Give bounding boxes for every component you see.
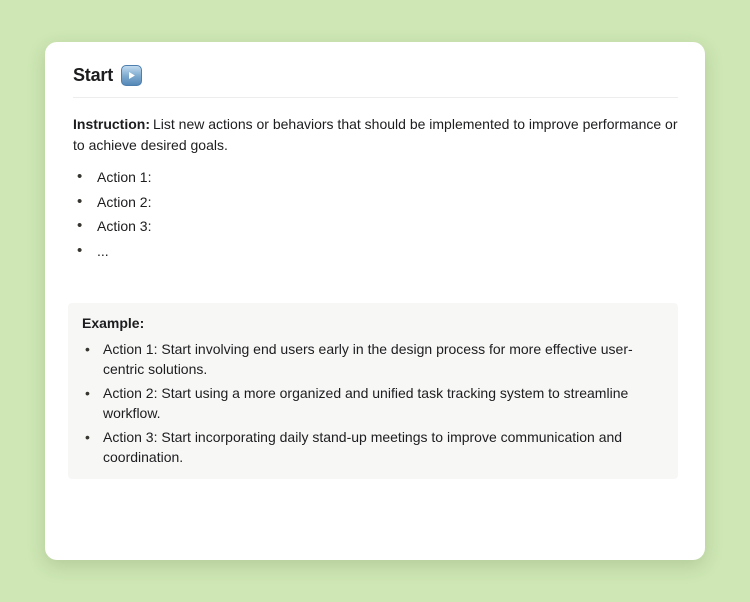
title-divider: [73, 97, 678, 98]
list-item: • Action 1:: [73, 165, 678, 190]
instruction-label: Instruction:: [73, 116, 150, 132]
list-item: • Action 3: Start incorporating daily stand-up meetings to improve communication and coordination.: [82, 428, 664, 467]
list-item: • Action 1: Start involving end users early in the design process for more effective user-centric solutions.: [82, 340, 664, 379]
list-item: • Action 3:: [73, 214, 678, 239]
list-item: • ...: [73, 239, 678, 264]
example-callout: [68, 303, 678, 479]
example-label: Example:: [82, 315, 145, 331]
page-title: Start: [73, 65, 114, 85]
instruction-paragraph: [73, 114, 678, 156]
document-card: [45, 42, 705, 560]
instruction-text: List new actions or behaviors that should be implemented to improve performance or to achieve desired goals.: [73, 116, 678, 153]
example-list: [82, 340, 664, 467]
list-item: • Action 2:: [73, 190, 678, 215]
action-list: [73, 165, 678, 263]
page-title-row: [73, 64, 678, 86]
play-button-icon: [121, 65, 142, 86]
list-item: • Action 2: Start using a more organized and unified task tracking system to streamline workflow.: [82, 384, 664, 423]
